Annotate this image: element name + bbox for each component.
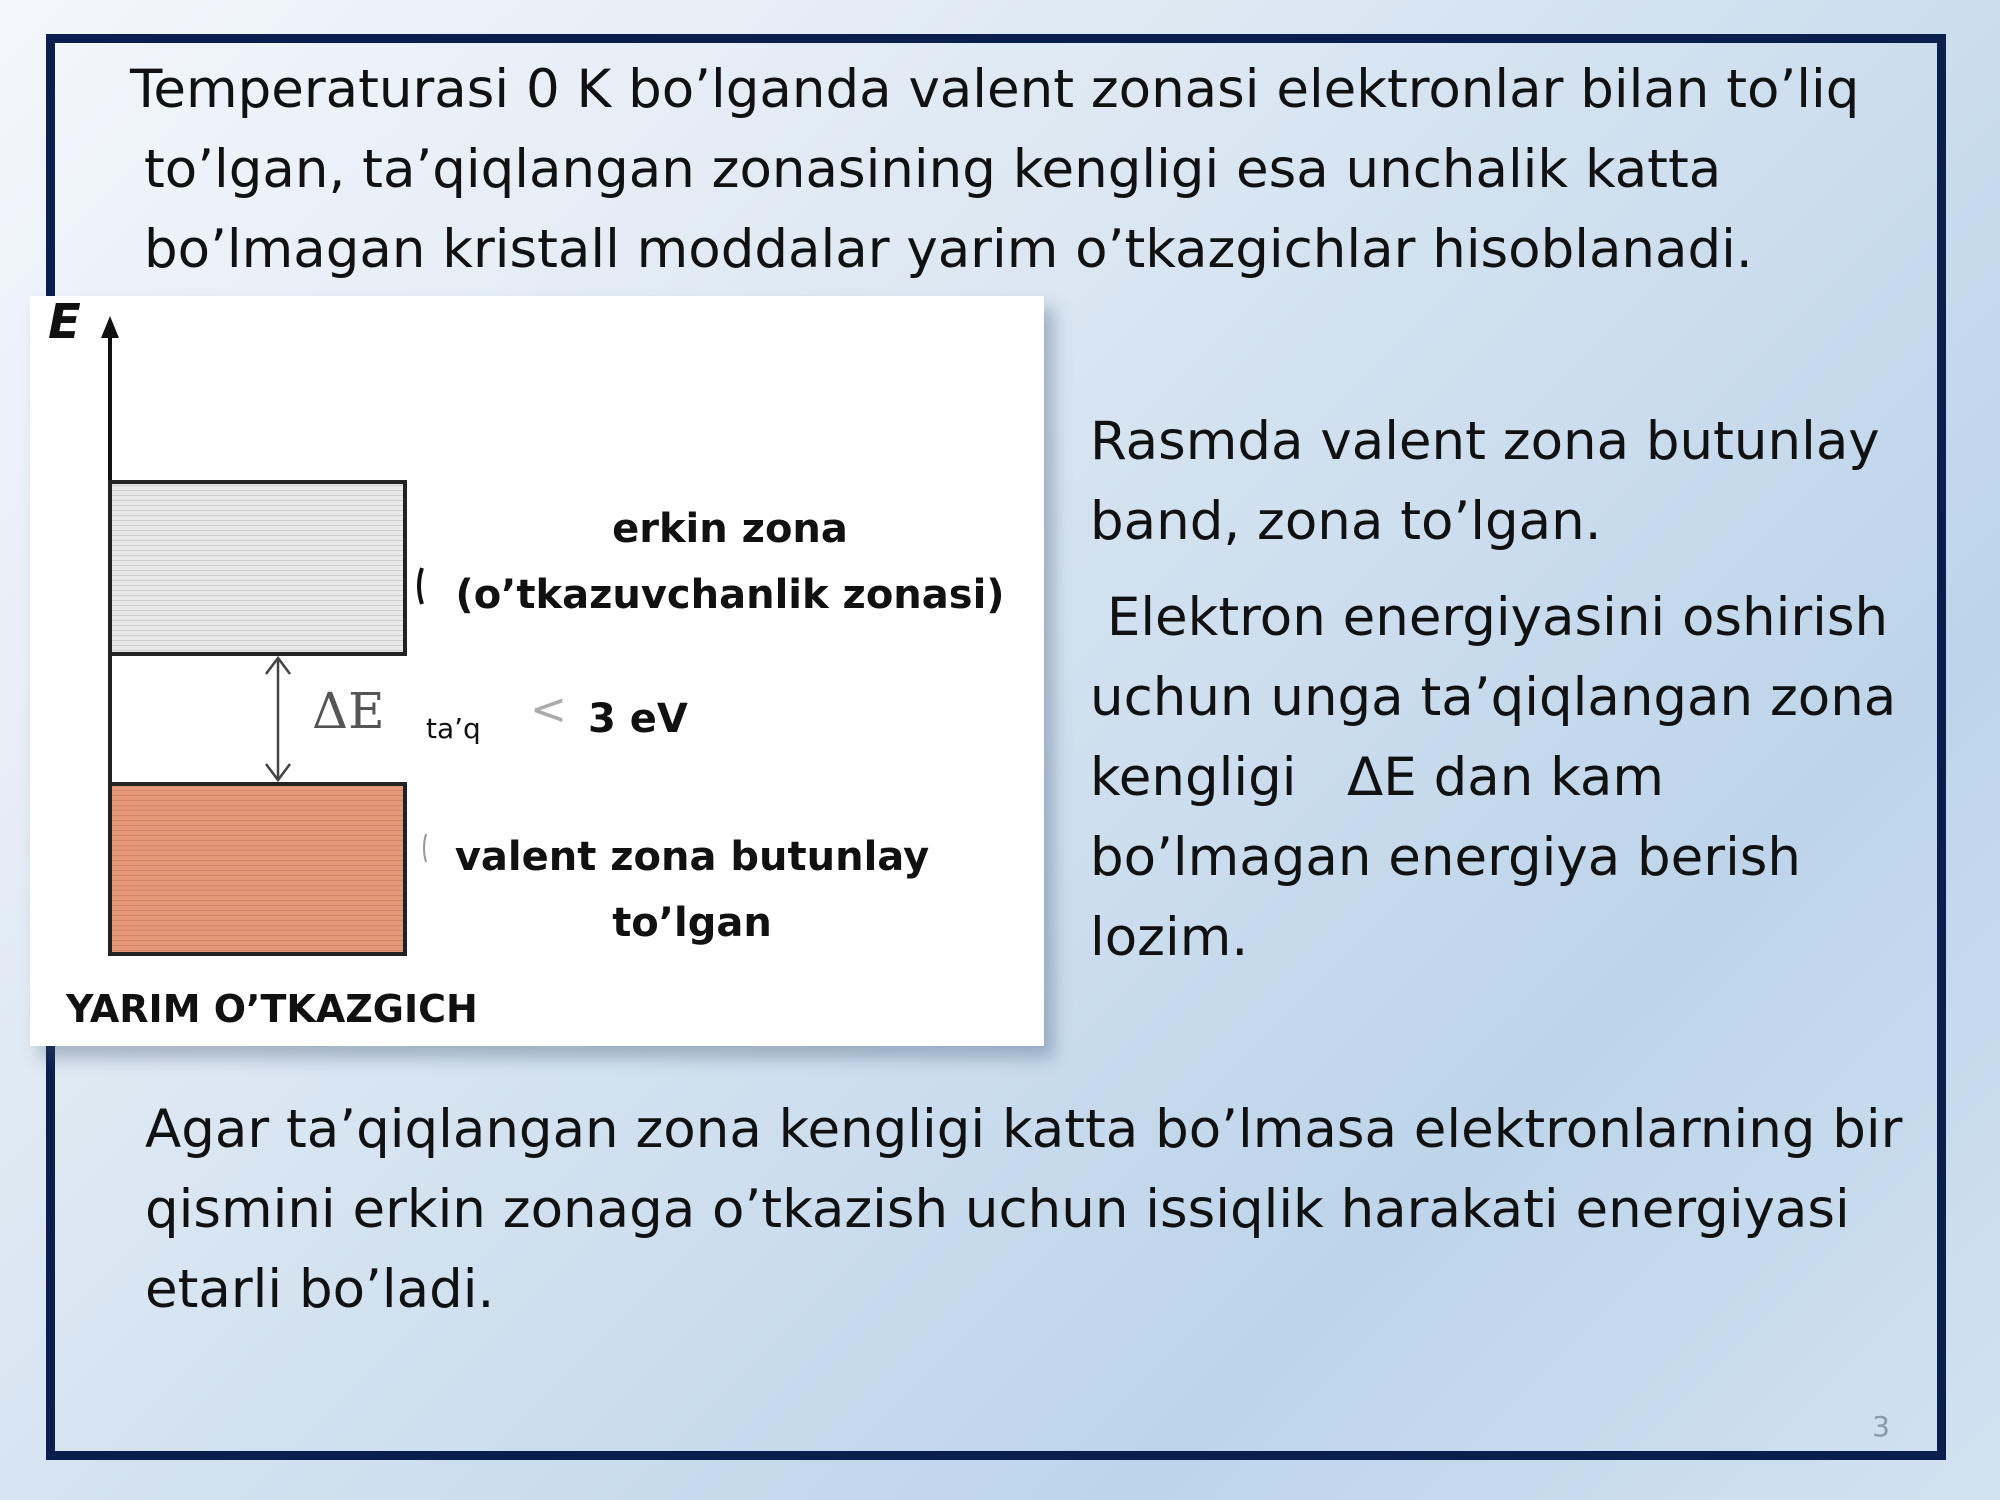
- gap-relation: <: [530, 684, 567, 735]
- band-diagram-svg: [30, 296, 1044, 1046]
- valence-label: valent zona butunlay: [454, 834, 930, 880]
- right-line: bo’lmagan energiya berish: [1090, 827, 1801, 888]
- gap-subscript: ta’q: [426, 712, 481, 745]
- intro-line: bo’lmagan kristall moddalar yarim o’tkazgichlar hisoblanadi.: [144, 219, 1753, 280]
- bottom-line: qismini erkin zonaga o’tkazish uchun issiqlik harakati energiyasi: [145, 1179, 1850, 1240]
- right-line: Rasmda valent zona butunlay: [1090, 411, 1880, 472]
- right-line: lozim.: [1090, 907, 1249, 968]
- bottom-line: Agar ta’qiqlangan zona kengligi katta bo’lmasa elektronlarning bir: [145, 1099, 1903, 1160]
- intro-line: Temperaturasi 0 K bo’lganda valent zonasi elektronlar bilan to’liq: [130, 59, 1860, 120]
- valence-bracket: [424, 834, 426, 862]
- diagram-caption: YARIM O’TKAZGICH: [66, 987, 478, 1031]
- gap-value: 3 eV: [588, 696, 688, 742]
- free-zone-label: erkin zona: [612, 506, 848, 552]
- free-zone-bracket: [419, 568, 422, 604]
- right-line: Elektron energiyasini oshirish: [1090, 587, 1889, 648]
- bottom-paragraph: [145, 1090, 1902, 1330]
- right-line: kengligi ΔE dan kam: [1090, 747, 1665, 808]
- energy-axis-label: E: [48, 296, 81, 350]
- intro-paragraph: [130, 50, 1859, 290]
- right-line: uchun unga ta’qiqlangan zona: [1090, 667, 1897, 728]
- valence-band: [110, 784, 405, 954]
- conduction-band: [110, 482, 405, 654]
- right-paragraph: [1090, 402, 1896, 978]
- bottom-line: etarli bo’ladi.: [145, 1259, 495, 1320]
- intro-line: to’lgan, ta’qiqlangan zonasining kengligi esa unchalik katta: [144, 139, 1722, 200]
- energy-axis-arrow-icon: [101, 316, 119, 338]
- page-number: 3: [1872, 1410, 1890, 1443]
- right-line: band, zona to’lgan.: [1090, 491, 1602, 552]
- gap-symbol: ΔE: [312, 682, 385, 740]
- free-zone-sublabel: (o’tkazuvchanlik zonasi): [455, 572, 1005, 618]
- band-diagram: [30, 296, 1044, 1046]
- valence-sublabel: to’lgan: [612, 900, 772, 946]
